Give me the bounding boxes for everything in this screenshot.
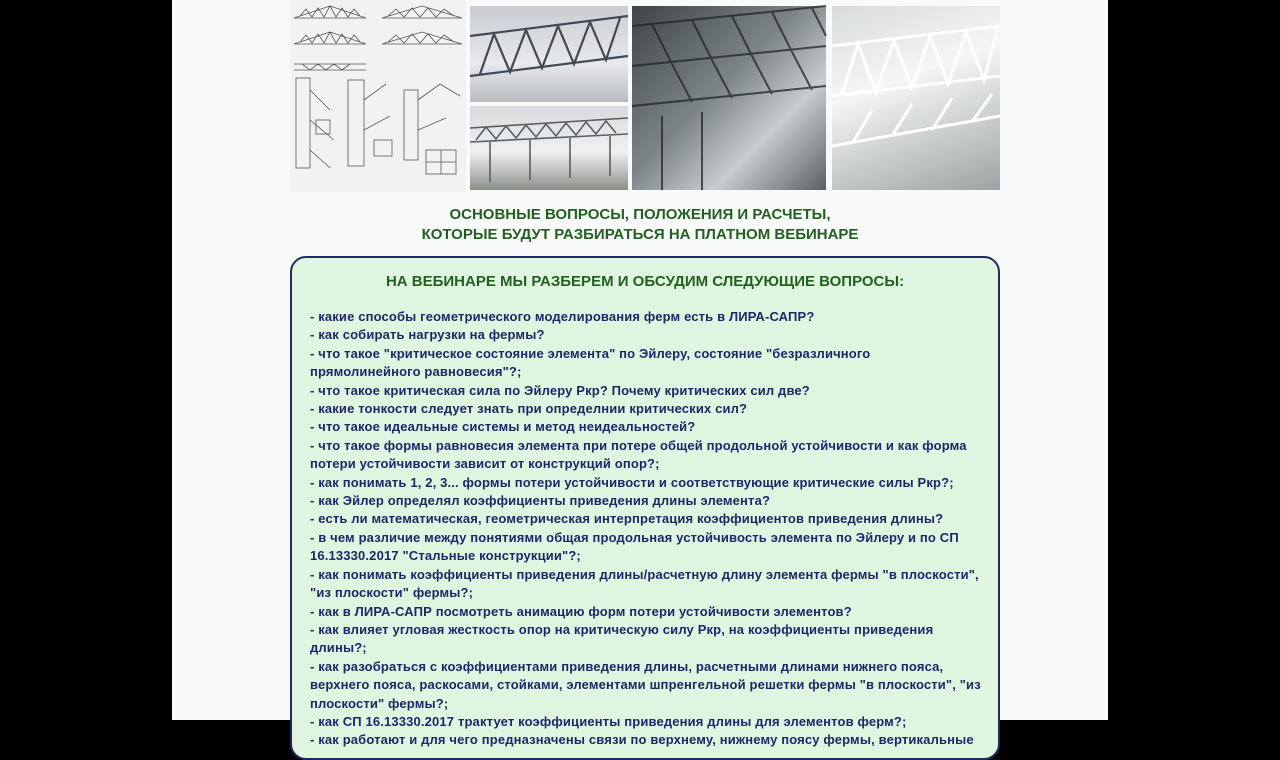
question-item: - как Эйлер определял коэффициенты приведения длины элемента? xyxy=(310,493,771,509)
page xyxy=(172,0,1108,748)
question-item: - что такое критическая сила по Эйлеру Ркр? Почему критических сил две? xyxy=(310,382,810,398)
question-item: - как понимать коэффициенты приведения длины/расчетную длину элемента фермы "в плоскости", "из плоскости" фермы?; xyxy=(310,566,979,601)
truss-image-collage xyxy=(290,0,1000,192)
question-item: - что такое идеальные системы и метод неидеальностей? xyxy=(310,419,696,435)
questions-list xyxy=(310,308,982,750)
heading-line-2: КОТОРЫЕ БУДУТ РАЗБИРАТЬСЯ НА ПЛАТНОМ ВЕБИНАРЕ xyxy=(421,226,859,243)
truss-drawings-image xyxy=(290,0,466,192)
question-item: - что такое "критическое состояние элемента" по Эйлеру, состояние "безразличного прямолинейного равновесия"?; xyxy=(310,345,871,380)
question-item: - как собирать нагрузки на фермы? xyxy=(310,327,545,343)
truss-photo-1 xyxy=(470,6,628,102)
question-item: - как влияет угловая жесткость опор на критическую силу Ркр, на коэффициенты приведения длины?; xyxy=(310,621,934,656)
question-item: - как в ЛИРА-САПР посмотреть анимацию форм потери устойчивости элементов? xyxy=(310,603,852,619)
question-item: - как разобраться с коэффициентами приведения длины, расчетными длинами нижнего пояса, верхнего пояса, раскосами, стойками, элементами шпренгельной решетки фермы "в плоскости", "из плоскости" фермы?; xyxy=(310,658,981,711)
question-item: - в чем различие между понятиями общая продольная устойчивость элемента по Эйлеру и по СП 16.13330.2017 "Стальные конструкции"?; xyxy=(310,529,959,564)
questions-box-title: НА ВЕБИНАРЕ МЫ РАЗБЕРЕМ И ОБСУДИМ СЛЕДУЮЩИЕ ВОПРОСЫ: xyxy=(385,273,905,290)
question-item: - как понимать 1, 2, 3... формы потери устойчивости и соответствующие критические силы Ркр?; xyxy=(310,474,954,490)
questions-box xyxy=(290,256,1000,760)
heading-line-1: ОСНОВНЫЕ ВОПРОСЫ, ПОЛОЖЕНИЯ И РАСЧЕТЫ, xyxy=(449,206,831,223)
truss-interior-photo-3 xyxy=(632,6,826,190)
section-heading xyxy=(172,205,1108,245)
question-item: - как СП 16.13330.2017 трактует коэффициенты приведения длины для элементов ферм?; xyxy=(310,713,907,729)
truss-photo-2 xyxy=(470,106,628,190)
question-item: - что такое формы равновесия элемента при потере общей продольной устойчивости и как форма потери устойчивости зависит от конструкций опор?; xyxy=(310,437,967,472)
question-item: - какие способы геометрического моделирования ферм есть в ЛИРА-САПР? xyxy=(310,309,815,324)
question-item: - какие тонкости следует знать при определнии критических сил? xyxy=(310,401,748,417)
truss-interior-photo-4 xyxy=(832,6,1000,190)
question-item: - как работают и для чего предназначены связи по верхнему, нижнему поясу фермы, вертикальные xyxy=(310,732,974,748)
question-item: - есть ли математическая, геометрическая интерпретация коэффициентов приведения длины? xyxy=(310,511,944,527)
